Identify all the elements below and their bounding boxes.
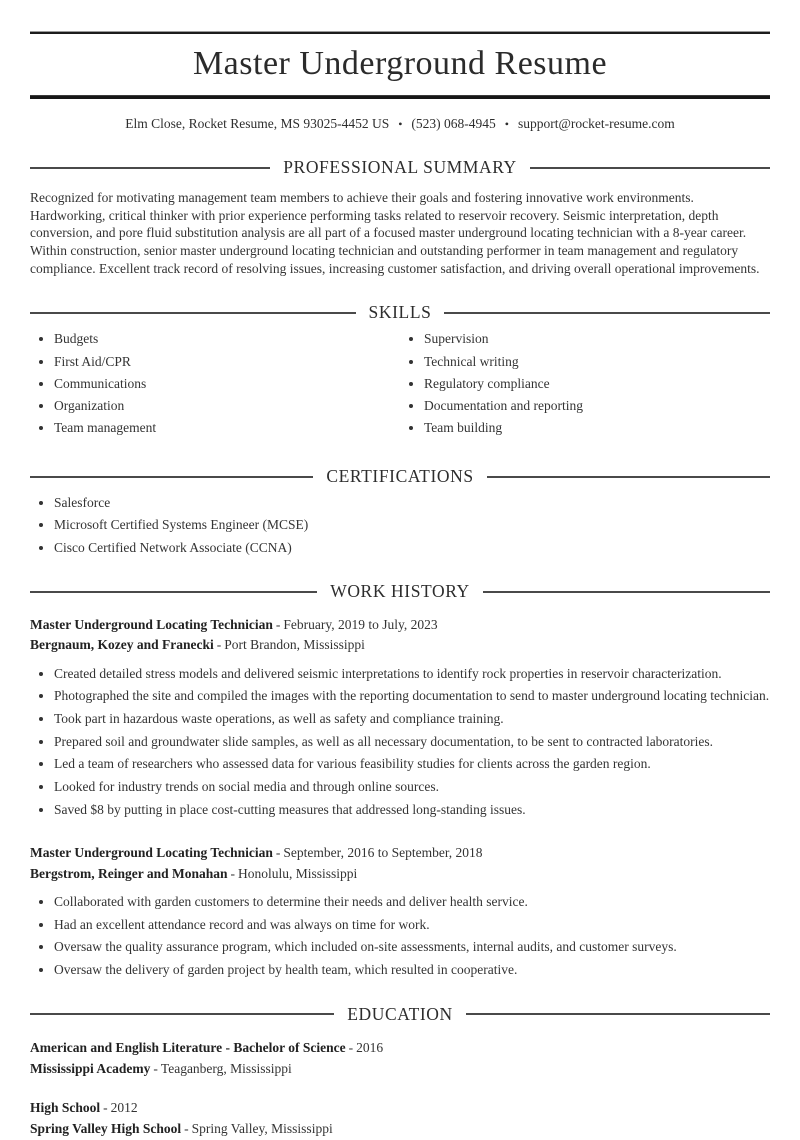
job-location: Port Brandon, Mississippi <box>224 637 365 653</box>
education-heading-label: EDUCATION <box>347 1003 453 1024</box>
job-entry <box>30 843 770 978</box>
job-bullet-list <box>30 665 770 819</box>
skills-heading-label: SKILLS <box>368 302 432 323</box>
education-degree-line <box>30 1038 770 1059</box>
education-year: 2016 <box>356 1039 384 1055</box>
job-bullet-list <box>30 893 770 979</box>
header-bottom-rule <box>30 95 770 99</box>
education-location: Spring Valley, Mississippi <box>191 1121 333 1137</box>
contact-separator: • <box>504 117 509 131</box>
skill-item: • Regulatory compliance <box>424 375 770 393</box>
job-dates: February, 2019 to July, 2023 <box>283 617 438 633</box>
skill-item: • Team building <box>424 419 770 437</box>
education-degree: American and English Literature - Bachelor of Science <box>30 1039 346 1055</box>
certifications-list <box>30 494 770 556</box>
heading-rule-left <box>30 591 317 593</box>
job-bullet: • Oversaw the quality assurance program, which included on-site assessments, internal audits, and customer surveys. <box>54 938 770 956</box>
education-school: Spring Valley High School <box>30 1121 182 1137</box>
education-location: Teaganberg, Mississippi <box>160 1060 292 1076</box>
certifications-heading-label: CERTIFICATIONS <box>326 466 474 487</box>
job-bullet: • Took part in hazardous waste operations, as well as safety and compliance training. <box>54 710 770 728</box>
dash-separator: - <box>153 1060 158 1076</box>
heading-rule-left <box>30 1013 334 1015</box>
heading-rule-right <box>483 591 770 593</box>
skill-item: • Documentation and reporting <box>424 397 770 415</box>
job-bullet: • Created detailed stress models and delivered seismic interpretations to identify rock properties in reservoir characterization. <box>54 665 770 683</box>
certification-item: • Salesforce <box>54 494 770 512</box>
education-year: 2012 <box>110 1100 138 1116</box>
job-bullet: • Saved $8 by putting in place cost-cutting measures that addressed long-standing issues. <box>54 801 770 819</box>
skills-list-left <box>30 330 400 441</box>
skill-item: • Budgets <box>54 330 400 348</box>
job-title-line <box>30 615 770 635</box>
work-history-heading-label: WORK HISTORY <box>330 581 470 602</box>
certification-item: • Microsoft Certified Systems Engineer (MCSE) <box>54 516 770 534</box>
contact-email: support@rocket-resume.com <box>518 116 675 131</box>
heading-rule-left <box>30 476 313 478</box>
skill-item: • First Aid/CPR <box>54 353 400 371</box>
dash-separator: - <box>230 865 236 881</box>
contact-address: Elm Close, Rocket Resume, MS 93025-4452 US <box>125 116 390 131</box>
skill-item: • Team management <box>54 419 400 437</box>
dash-separator: - <box>184 1121 189 1137</box>
job-bullet: • Had an excellent attendance record and was always on time for work. <box>54 916 770 934</box>
contact-separator: • <box>398 117 403 131</box>
education-school: Mississippi Academy <box>30 1060 151 1076</box>
education-degree-line <box>30 1098 770 1119</box>
heading-rule-left <box>30 167 270 169</box>
job-title: Master Underground Locating Technician <box>30 617 273 633</box>
job-company: Bergnaum, Kozey and Franecki <box>30 637 214 653</box>
job-title: Master Underground Locating Technician <box>30 845 273 861</box>
job-company-line <box>30 864 770 884</box>
dash-separator: - <box>348 1039 354 1055</box>
heading-rule-left <box>30 312 356 314</box>
section-heading-certifications <box>30 466 770 487</box>
dash-separator: - <box>103 1100 108 1116</box>
certification-item: • Cisco Certified Network Associate (CCNA) <box>54 539 770 557</box>
section-heading-summary <box>30 157 770 178</box>
dash-separator: - <box>275 617 281 633</box>
skills-list-right <box>400 330 770 441</box>
dash-separator: - <box>275 845 281 861</box>
heading-rule-right <box>444 312 770 314</box>
job-bullet: • Collaborated with garden customers to determine their needs and deliver health service. <box>54 893 770 911</box>
job-location: Honolulu, Mississippi <box>238 865 358 881</box>
job-title-line <box>30 843 770 863</box>
section-heading-skills <box>30 302 770 323</box>
education-entry <box>30 1098 770 1140</box>
education-degree: High School <box>30 1100 101 1116</box>
job-company: Bergstrom, Reinger and Monahan <box>30 865 228 881</box>
job-bullet: • Led a team of researchers who assessed data for various feasibility studies for clients across the garden region. <box>54 755 770 773</box>
education-school-line <box>30 1059 770 1080</box>
job-entry <box>30 615 770 818</box>
header-top-rule <box>30 31 770 34</box>
contact-line <box>30 116 770 132</box>
skills-grid <box>30 323 770 441</box>
job-bullet: • Looked for industry trends on social media and through online sources. <box>54 778 770 796</box>
summary-text: Recognized for motivating management team members to achieve their goals and fostering innovative work environments. Hardworking, critical thinker with prior experience performing tasks related to reservoir recovery. Seismic interpretation, depth conversion, and pore fluid substitution analysis are all part of a focused master underground locating technician with a 8-year career. Within construction, senior master underground locating technician and outstanding performer in team management and regulatory compliance. Excellent track record of resolving issues, increasing customer satisfaction, and driving overall operational improvements. <box>30 190 760 276</box>
skill-item: • Technical writing <box>424 353 770 371</box>
job-dates: September, 2016 to September, 2018 <box>283 845 483 861</box>
job-bullet: • Photographed the site and compiled the images with the reporting documentation to send to master underground locating technician. <box>54 687 770 705</box>
heading-rule-right <box>530 167 770 169</box>
contact-phone: (523) 068-4945 <box>411 116 496 131</box>
section-heading-work-history <box>30 581 770 602</box>
education-school-line <box>30 1119 770 1140</box>
skill-item: • Supervision <box>424 330 770 348</box>
skill-item: • Communications <box>54 375 400 393</box>
summary-heading-label: PROFESSIONAL SUMMARY <box>283 157 517 177</box>
job-company-line <box>30 635 770 655</box>
dash-separator: - <box>216 637 222 653</box>
section-heading-education <box>30 1004 770 1025</box>
job-bullet: • Prepared soil and groundwater slide samples, as well as all necessary documentation, to be sent to contracted laboratories. <box>54 733 770 751</box>
page-title: Master Underground Resume <box>192 45 608 82</box>
skill-item: • Organization <box>54 397 400 415</box>
heading-rule-right <box>487 476 770 478</box>
education-entry <box>30 1038 770 1080</box>
heading-rule-right <box>466 1013 770 1015</box>
job-bullet: • Oversaw the delivery of garden project by health team, which resulted in cooperative. <box>54 961 770 979</box>
